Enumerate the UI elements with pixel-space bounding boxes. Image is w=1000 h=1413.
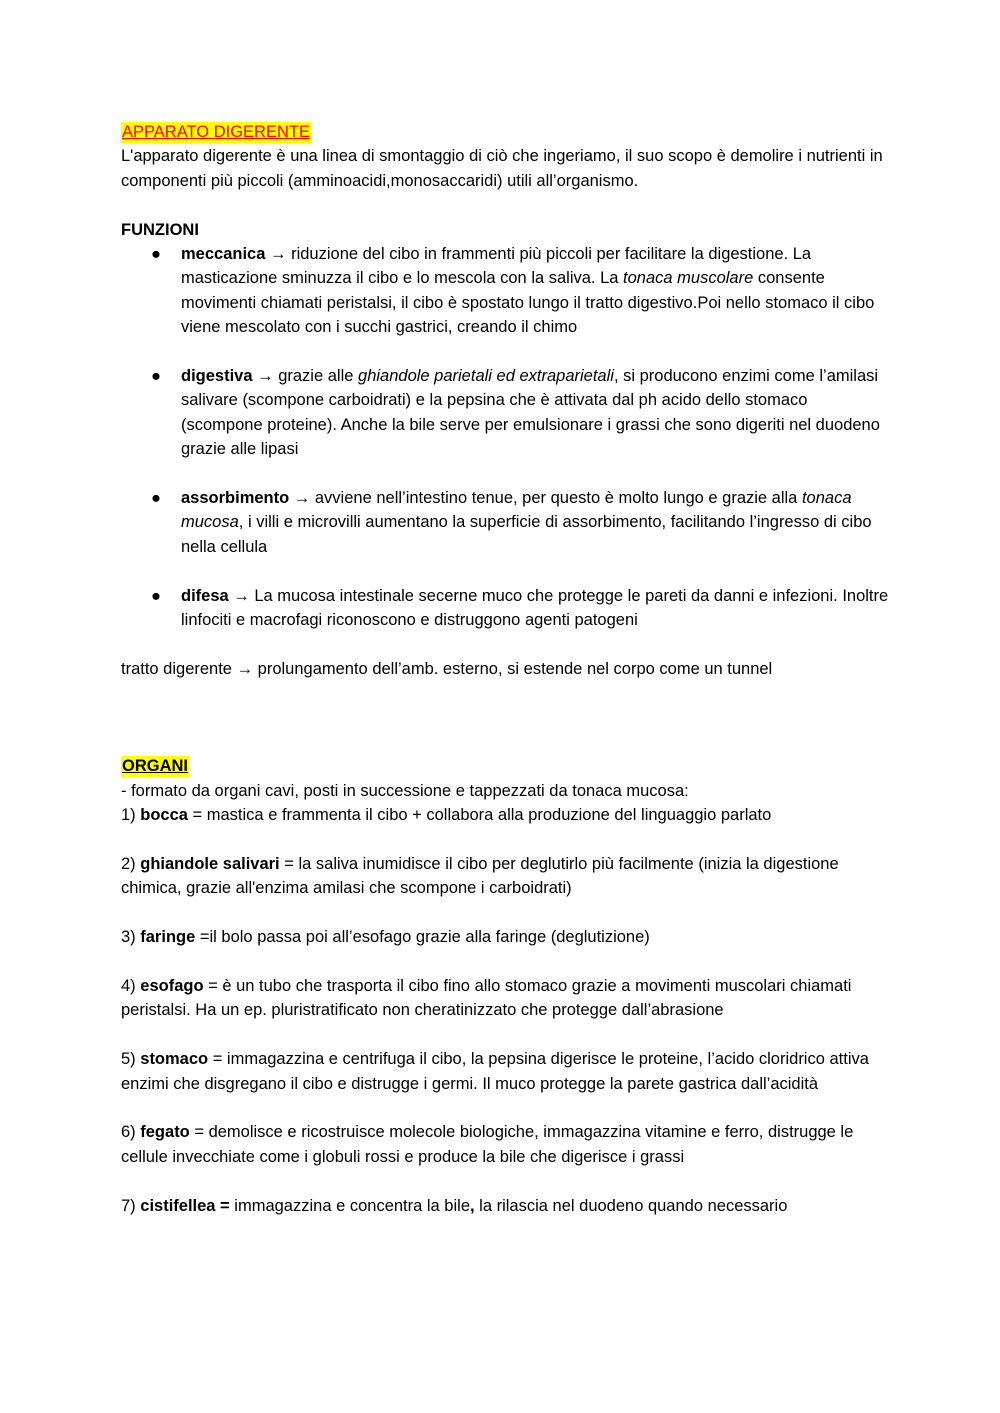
organi-heading: ORGANI [122, 757, 188, 776]
arrow-icon: → [257, 367, 274, 386]
organ-item-ghiandole-salivari: 2) ghiandole salivari = la saliva inumidisce il cibo per deglutirlo più facilmente (inizia la digestione chimica, grazie all'enzima amilasi che scompone i carboidrati) [121, 855, 839, 898]
funzioni-heading: FUNZIONI [121, 220, 199, 239]
bullet-icon: ● [151, 586, 161, 605]
organ-item-cistifellea: 7) cistifellea = immagazzina e concentra la bile, la rilascia nel duodeno quando necessario [121, 1196, 788, 1215]
bullet-icon: ● [151, 489, 161, 508]
organ-item-esofago: 4) esofago = è un tubo che trasporta il cibo fino allo stomaco grazie a movimenti muscolari chiamati peristalsi. Ha un ep. pluristratificato non cheratinizzato che protegge dall’abrasione [121, 977, 852, 1020]
term: meccanica [181, 245, 266, 264]
list-item-meccanica: ● meccanica → riduzione del cibo in frammenti più piccoli per facilitare la digestione. La masticazione sminuzza il cibo e lo mescola con la saliva. La tonaca muscolare consente movimenti chiamati peristalsi, il cibo è spostato lungo il tratto digestivo.Poi nello stomaco il cibo viene mescolato con i succhi gastrici, creando il chimo [121, 242, 891, 340]
term: digestiva [181, 367, 253, 386]
intro-paragraph: L'apparato digerente è una linea di smontaggio di ciò che ingeriamo, il suo scopo è demolire i nutrienti in componenti più piccoli (amminoacidi,monosaccaridi) utili all’organismo. [121, 147, 883, 190]
organ-item-fegato: 6) fegato = demolisce e ricostruisce molecole biologiche, immagazzina vitamine e ferro, distrugge le cellule invecchiate come i globuli rossi e produce la bile che digerisce i grassi [121, 1123, 854, 1166]
arrow-icon: → [293, 489, 311, 508]
title-highlight: APPARATO DIGERENTE [122, 123, 310, 141]
list-item-digestiva: ● digestiva → grazie alle ghiandole parietali ed extraparietali, si producono enzimi come l’amilasi salivare (scompone carboidrati) e la pepsina che è attivata dal ph acido dello stomaco (scompone proteine). Anche la bile serve per emulsionare i grassi che sono digeriti nel duodeno grazie alle lipasi [121, 364, 891, 462]
organ-item-bocca: 1) bocca = mastica e frammenta il cibo + collabora alla produzione del linguaggio parlato [121, 806, 772, 825]
list-item-difesa: ● difesa → La mucosa intestinale secerne muco che protegge le pareti da danni e infezioni. Inoltre linfociti e macrofagi riconoscono e distruggono agenti patogeni [121, 584, 891, 633]
list-item-assorbimento: ● assorbimento → avviene nell’intestino tenue, per questo è molto lungo e grazie alla tonaca mucosa, i villi e microvilli aumentano la superficie di assorbimento, facilitando l’ingresso di cibo nella cellula [121, 486, 891, 559]
arrow-icon: → [270, 245, 287, 264]
document-content [121, 120, 891, 1218]
bullet-icon: ● [151, 245, 161, 264]
organi-intro: - formato da organi cavi, posti in successione e tappezzati da tonaca mucosa: [121, 781, 689, 800]
bullet-icon: ● [151, 367, 161, 386]
term: assorbimento [181, 489, 290, 508]
arrow-icon: → [233, 586, 250, 605]
term: difesa [181, 586, 229, 605]
tratto-paragraph: tratto digerente → prolungamento dell’amb. esterno, si estende nel corpo come un tunnel [121, 659, 773, 678]
organ-item-faringe: 3) faringe =il bolo passa poi all’esofago grazie alla faringe (deglutizione) [121, 928, 650, 947]
funzioni-list [121, 242, 891, 632]
organ-item-stomaco: 5) stomaco = immagazzina e centrifuga il cibo, la pepsina digerisce le proteine, l’acido cloridrico attiva enzimi che disgregano il cibo e distrugge i germi. Il muco protegge la parete gastrica dall’acidità [121, 1050, 869, 1093]
section-title [121, 120, 891, 144]
